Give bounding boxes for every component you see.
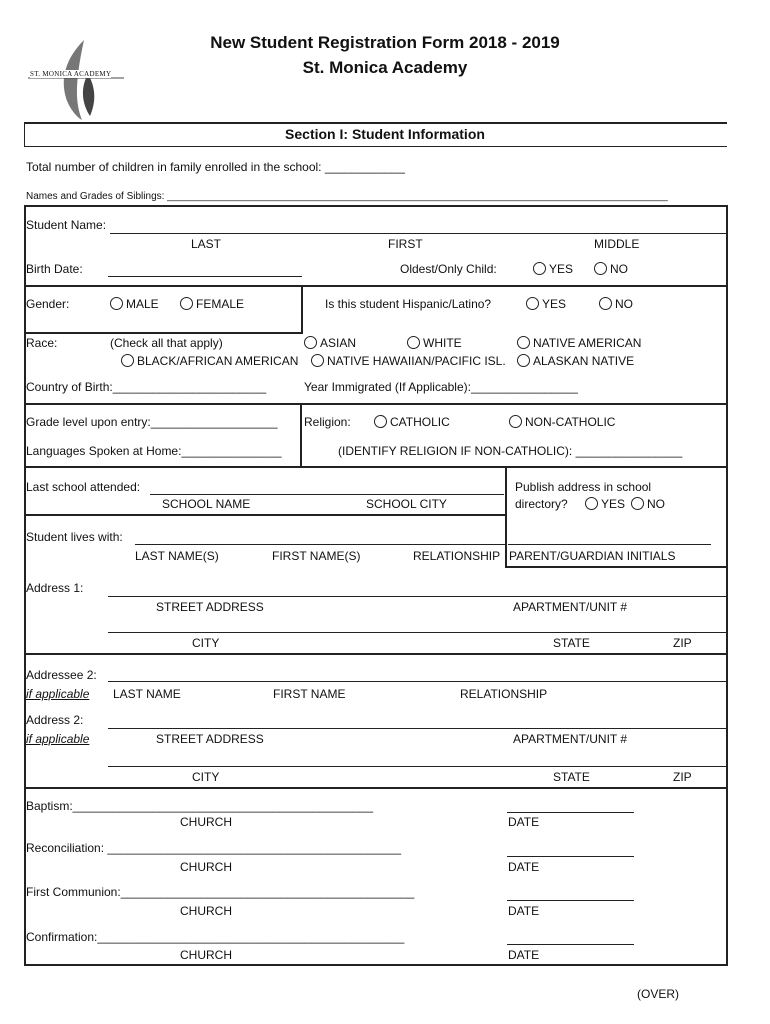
radio-icon[interactable] — [631, 497, 644, 510]
siblings-line[interactable]: Names and Grades of Siblings: __________________________________________________________________________________________ — [26, 191, 668, 202]
publish-yes-option[interactable]: YES — [585, 497, 625, 511]
radio-icon[interactable] — [407, 336, 420, 349]
race-alaskan-option[interactable]: ALASKAN NATIVE — [517, 354, 634, 368]
apt-caption-2: APARTMENT/UNIT # — [513, 732, 628, 746]
confirmation-date-caption: DATE — [508, 948, 540, 962]
publish-text-1: Publish address in school — [515, 480, 652, 494]
gender-female-option[interactable]: FEMALE — [180, 297, 244, 311]
year-immigrated-field[interactable]: Year Immigrated (If Applicable):________________ — [304, 380, 578, 394]
oldest-yes-option[interactable]: YES — [533, 262, 573, 276]
birth-date-field[interactable] — [108, 276, 302, 277]
street-caption: STREET ADDRESS — [156, 600, 264, 614]
lives-with-field[interactable] — [135, 544, 505, 545]
religion-label: Religion: — [304, 415, 351, 429]
school-name-caption: SCHOOL NAME — [162, 497, 251, 511]
communion-date-caption: DATE — [508, 904, 540, 918]
lives-with-label: Student lives with: — [26, 530, 123, 544]
radio-icon[interactable] — [594, 262, 607, 275]
addressee2-relationship-caption: RELATIONSHIP — [460, 687, 548, 701]
confirmation-date-field[interactable] — [507, 944, 634, 945]
radio-icon[interactable] — [509, 415, 522, 428]
apt-caption: APARTMENT/UNIT # — [513, 600, 628, 614]
race-hawaiian-option[interactable]: NATIVE HAWAIIAN/PACIFIC ISL. — [311, 354, 506, 368]
first-names-caption: FIRST NAME(S) — [272, 549, 361, 563]
address2-street-field[interactable] — [108, 728, 726, 729]
country-of-birth-field[interactable]: Country of Birth:_______________________ — [26, 380, 267, 394]
address1-street-field[interactable] — [108, 596, 726, 597]
address2-city-field[interactable] — [108, 766, 726, 767]
radio-icon[interactable] — [311, 354, 324, 367]
school-city-caption: SCHOOL CITY — [366, 497, 447, 511]
radio-icon[interactable] — [121, 354, 134, 367]
radio-icon[interactable] — [304, 336, 317, 349]
radio-icon[interactable] — [517, 354, 530, 367]
gender-male-option[interactable]: MALE — [110, 297, 159, 311]
address2-label: Address 2: — [26, 713, 84, 727]
baptism-date-field[interactable] — [507, 812, 634, 813]
confirmation-church-caption: CHURCH — [180, 948, 232, 962]
addressee2-label: Addressee 2: — [26, 668, 97, 682]
religion-non-catholic-option[interactable]: NON-CATHOLIC — [509, 415, 615, 429]
form-title: New Student Registration Form 2018 - 2019 — [210, 33, 560, 52]
if-applicable-note-2: if applicable — [26, 732, 90, 746]
radio-icon[interactable] — [110, 297, 123, 310]
address1-label: Address 1: — [26, 581, 84, 595]
radio-icon[interactable] — [180, 297, 193, 310]
radio-icon[interactable] — [526, 297, 539, 310]
reconciliation-field[interactable]: Reconciliation: ____________________________________________ — [26, 841, 402, 855]
if-applicable-note: if applicable — [26, 687, 90, 701]
last-label: LAST — [191, 237, 222, 251]
state-caption: STATE — [553, 636, 590, 650]
race-label: Race: — [26, 336, 58, 350]
hispanic-label: Is this student Hispanic/Latino? — [325, 297, 492, 311]
last-names-caption: LAST NAME(S) — [135, 549, 219, 563]
baptism-church-caption: CHURCH — [180, 815, 232, 829]
zip-caption: ZIP — [673, 636, 692, 650]
baptism-date-caption: DATE — [508, 815, 540, 829]
last-school-field[interactable] — [150, 494, 504, 495]
radio-icon[interactable] — [533, 262, 546, 275]
birth-date-label: Birth Date: — [26, 262, 83, 276]
radio-icon[interactable] — [599, 297, 612, 310]
addressee2-first-caption: FIRST NAME — [273, 687, 346, 701]
radio-icon[interactable] — [585, 497, 598, 510]
race-native-american-option[interactable]: NATIVE AMERICAN — [517, 336, 641, 350]
race-asian-option[interactable]: ASIAN — [304, 336, 356, 350]
languages-field[interactable]: Languages Spoken at Home:_______________ — [26, 444, 282, 458]
confirmation-field[interactable]: Confirmation:______________________________________________ — [26, 930, 405, 944]
religion-catholic-option[interactable]: CATHOLIC — [374, 415, 450, 429]
relationship-caption: RELATIONSHIP — [413, 549, 501, 563]
radio-icon[interactable] — [517, 336, 530, 349]
last-school-label: Last school attended: — [26, 480, 141, 494]
school-name-title: St. Monica Academy — [302, 58, 468, 77]
first-communion-field[interactable]: First Communion:____________________________________________ — [26, 885, 415, 899]
radio-icon[interactable] — [374, 415, 387, 428]
publish-no-option[interactable]: NO — [631, 497, 665, 511]
grade-level-field[interactable]: Grade level upon entry:___________________ — [26, 415, 278, 429]
section-title: Section I: Student Information — [285, 126, 485, 142]
race-hint: (Check all that apply) — [110, 336, 223, 350]
address1-city-field[interactable] — [108, 632, 726, 633]
race-white-option[interactable]: WHITE — [407, 336, 462, 350]
addressee2-field[interactable] — [108, 681, 726, 682]
communion-date-field[interactable] — [507, 900, 634, 901]
city-caption: CITY — [192, 636, 220, 650]
total-children-line[interactable]: Total number of children in family enrolled in the school: ____________ — [26, 160, 405, 174]
reconciliation-date-field[interactable] — [507, 856, 634, 857]
publish-text-2: directory? — [515, 497, 568, 511]
hispanic-yes-option[interactable]: YES — [526, 297, 566, 311]
hispanic-no-option[interactable]: NO — [599, 297, 633, 311]
street-caption-2: STREET ADDRESS — [156, 732, 264, 746]
initials-field[interactable] — [508, 544, 711, 545]
oldest-no-option[interactable]: NO — [594, 262, 628, 276]
city-caption-2: CITY — [192, 770, 220, 784]
first-label: FIRST — [388, 237, 423, 251]
student-name-label: Student Name: — [26, 218, 107, 232]
reconciliation-church-caption: CHURCH — [180, 860, 232, 874]
middle-label: MIDDLE — [594, 237, 640, 251]
addressee2-last-caption: LAST NAME — [113, 687, 181, 701]
over-note: (OVER) — [637, 987, 679, 1001]
baptism-field[interactable]: Baptism:_____________________________________________ — [26, 799, 374, 813]
zip-caption-2: ZIP — [673, 770, 692, 784]
oldest-child-label: Oldest/Only Child: — [400, 262, 497, 276]
logo-text: ST. MONICA ACADEMY — [30, 70, 112, 78]
communion-church-caption: CHURCH — [180, 904, 232, 918]
race-black-option[interactable]: BLACK/AFRICAN AMERICAN — [121, 354, 298, 368]
identify-religion-field[interactable]: (IDENTIFY RELIGION IF NON-CATHOLIC): ________________ — [338, 444, 683, 458]
reconciliation-date-caption: DATE — [508, 860, 540, 874]
state-caption-2: STATE — [553, 770, 590, 784]
initials-caption: PARENT/GUARDIAN INITIALS — [509, 549, 676, 563]
gender-label: Gender: — [26, 297, 70, 311]
